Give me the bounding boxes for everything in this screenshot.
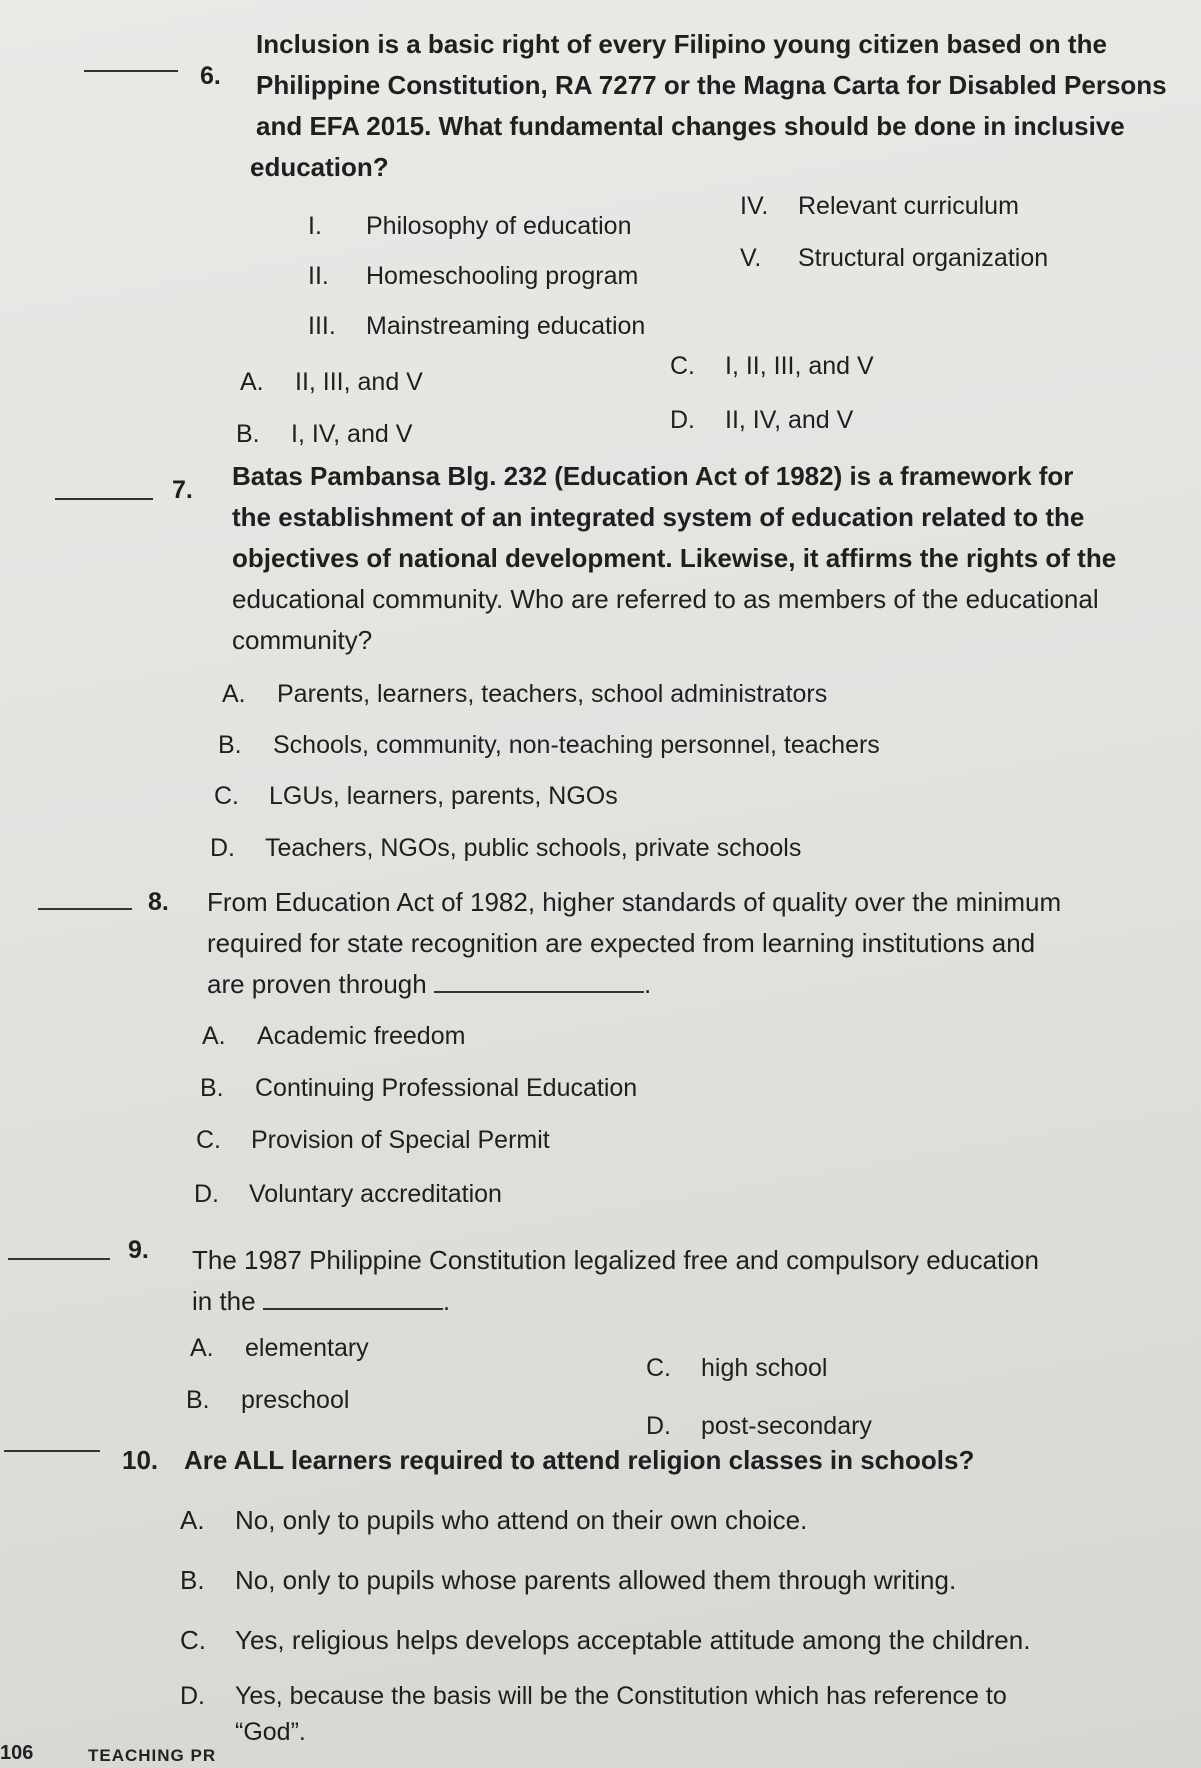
option-letter: A. xyxy=(190,1334,214,1362)
stem-line: required for state recognition are expected from learning institutions and xyxy=(207,928,1036,958)
stem-text: are proven through xyxy=(207,969,427,999)
stem-line: education? xyxy=(250,152,389,182)
answer-option[interactable] xyxy=(210,834,801,863)
option-letter: D. xyxy=(670,406,695,434)
roman-text: Structural organization xyxy=(798,244,1049,272)
roman-label: I. xyxy=(308,212,322,240)
option-text: Provision of Special Permit xyxy=(251,1126,550,1154)
option-letter: B. xyxy=(186,1386,210,1414)
question-stem xyxy=(232,456,1116,661)
answer-option[interactable] xyxy=(196,1126,550,1155)
option-letter: D. xyxy=(194,1180,219,1208)
question-number: 9. xyxy=(128,1236,149,1264)
roman-label: III. xyxy=(308,312,336,340)
answer-blank-10[interactable] xyxy=(4,1450,100,1452)
option-letter: C. xyxy=(196,1126,221,1154)
roman-text: Relevant curriculum xyxy=(798,192,1019,220)
option-text: high school xyxy=(701,1354,828,1382)
fill-in-blank[interactable] xyxy=(263,1286,443,1310)
answer-option[interactable] xyxy=(180,1505,807,1536)
page-number: 106 xyxy=(0,1742,34,1764)
stem-line: educational community. Who are referred to as members of the educational xyxy=(232,584,1099,614)
option-text: I, II, III, and V xyxy=(725,352,874,380)
answer-blank-8[interactable] xyxy=(38,908,132,910)
answer-option[interactable] xyxy=(200,1074,637,1103)
answer-option[interactable] xyxy=(202,1022,465,1051)
roman-item xyxy=(740,192,1019,221)
option-letter: C. xyxy=(646,1354,671,1382)
stem-line: the establishment of an integrated system of education related to the xyxy=(232,502,1085,532)
option-text: Yes, religious helps develops acceptable attitude among the children. xyxy=(235,1625,1031,1655)
answer-option[interactable] xyxy=(214,782,618,811)
answer-blank-7[interactable] xyxy=(55,498,153,500)
question-number: 10. xyxy=(122,1445,159,1475)
stem-text: Are ALL learners required to attend religion classes in schools? xyxy=(184,1445,975,1475)
answer-option[interactable] xyxy=(218,731,880,760)
answer-option[interactable] xyxy=(180,1682,1007,1711)
answer-option[interactable] xyxy=(646,1412,872,1441)
option-text: Yes, because the basis will be the Constitution which has reference to xyxy=(235,1682,1007,1710)
roman-item xyxy=(740,244,1048,273)
option-letter: B. xyxy=(218,731,242,759)
option-text: post-secondary xyxy=(701,1412,872,1440)
answer-option[interactable] xyxy=(646,1354,827,1383)
option-text: elementary xyxy=(245,1334,369,1362)
answer-option[interactable] xyxy=(180,1625,1030,1656)
answer-option[interactable] xyxy=(670,406,853,435)
roman-item xyxy=(308,312,645,341)
option-text: Academic freedom xyxy=(257,1022,466,1050)
option-letter: D. xyxy=(180,1682,205,1710)
stem-line: in the . xyxy=(192,1286,451,1316)
answer-option[interactable] xyxy=(190,1334,369,1363)
option-letter: D. xyxy=(210,834,235,862)
option-letter: D. xyxy=(646,1412,671,1440)
roman-text: Homeschooling program xyxy=(366,262,639,290)
stem-line: Inclusion is a basic right of every Filipino young citizen based on the xyxy=(256,29,1107,59)
answer-option[interactable] xyxy=(240,368,423,397)
option-text: Parents, learners, teachers, school administrators xyxy=(277,680,828,708)
stem-line: and EFA 2015. What fundamental changes should be done in inclusive xyxy=(256,111,1125,141)
option-letter: C. xyxy=(214,782,239,810)
running-title: TEACHING PR xyxy=(88,1746,217,1765)
answer-option[interactable] xyxy=(186,1386,349,1415)
answer-blank-9[interactable] xyxy=(8,1258,110,1260)
option-text: Teachers, NGOs, public schools, private schools xyxy=(265,834,802,862)
stem-line: Philippine Constitution, RA 7277 or the Magna Carta for Disabled Persons xyxy=(256,70,1167,100)
option-text: No, only to pupils who attend on their own choice. xyxy=(235,1505,808,1535)
option-text: I, IV, and V xyxy=(291,420,413,448)
option-letter: A. xyxy=(202,1022,226,1050)
answer-option[interactable] xyxy=(670,352,874,381)
option-text: No, only to pupils whose parents allowed them through writing. xyxy=(235,1565,957,1595)
stem-text: in the xyxy=(192,1286,256,1316)
roman-label: II. xyxy=(308,262,329,290)
question-stem xyxy=(250,24,1167,188)
option-text: Schools, community, non-teaching personnel, teachers xyxy=(273,731,880,759)
answer-option[interactable] xyxy=(194,1180,502,1209)
answer-option[interactable] xyxy=(180,1565,956,1596)
answer-option[interactable] xyxy=(222,680,827,709)
roman-label: V. xyxy=(740,244,762,272)
option-text: Voluntary accreditation xyxy=(249,1180,502,1208)
answer-blank-6[interactable] xyxy=(84,70,178,72)
question-number: 6. xyxy=(200,62,221,90)
option-letter: B. xyxy=(180,1565,205,1595)
option-text: Continuing Professional Education xyxy=(255,1074,638,1102)
roman-text: Philosophy of education xyxy=(366,212,632,240)
option-letter: B. xyxy=(200,1074,224,1102)
stem-line: From Education Act of 1982, higher standards of quality over the minimum xyxy=(207,887,1062,917)
option-letter: A. xyxy=(222,680,246,708)
roman-item xyxy=(308,212,631,241)
option-text: II, III, and V xyxy=(295,368,423,396)
option-letter: C. xyxy=(180,1625,206,1655)
question-stem xyxy=(192,1240,1039,1322)
roman-label: IV. xyxy=(740,192,769,220)
stem-line xyxy=(122,1440,974,1481)
option-text: preschool xyxy=(241,1386,350,1414)
question-stem xyxy=(207,882,1061,1005)
stem-line: The 1987 Philippine Constitution legalized free and compulsory education xyxy=(192,1245,1039,1275)
stem-line: Batas Pambansa Blg. 232 (Education Act of 1982) is a framework for xyxy=(232,461,1074,491)
question-stem xyxy=(122,1440,974,1481)
roman-text: Mainstreaming education xyxy=(366,312,646,340)
option-letter: A. xyxy=(240,368,264,396)
answer-option[interactable] xyxy=(236,420,412,449)
fill-in-blank[interactable] xyxy=(434,969,644,993)
question-number: 8. xyxy=(148,888,169,916)
option-continuation xyxy=(235,1718,306,1747)
option-text: “God”. xyxy=(235,1718,306,1746)
option-letter: C. xyxy=(670,352,695,380)
option-letter: B. xyxy=(236,420,260,448)
stem-line: are proven through . xyxy=(207,969,652,999)
stem-line: community? xyxy=(232,625,373,655)
option-letter: A. xyxy=(180,1505,205,1535)
option-text: II, IV, and V xyxy=(725,406,854,434)
option-text: LGUs, learners, parents, NGOs xyxy=(269,782,618,810)
roman-item xyxy=(308,262,638,291)
question-number: 7. xyxy=(172,476,193,504)
stem-line: objectives of national development. Likewise, it affirms the rights of the xyxy=(232,543,1117,573)
